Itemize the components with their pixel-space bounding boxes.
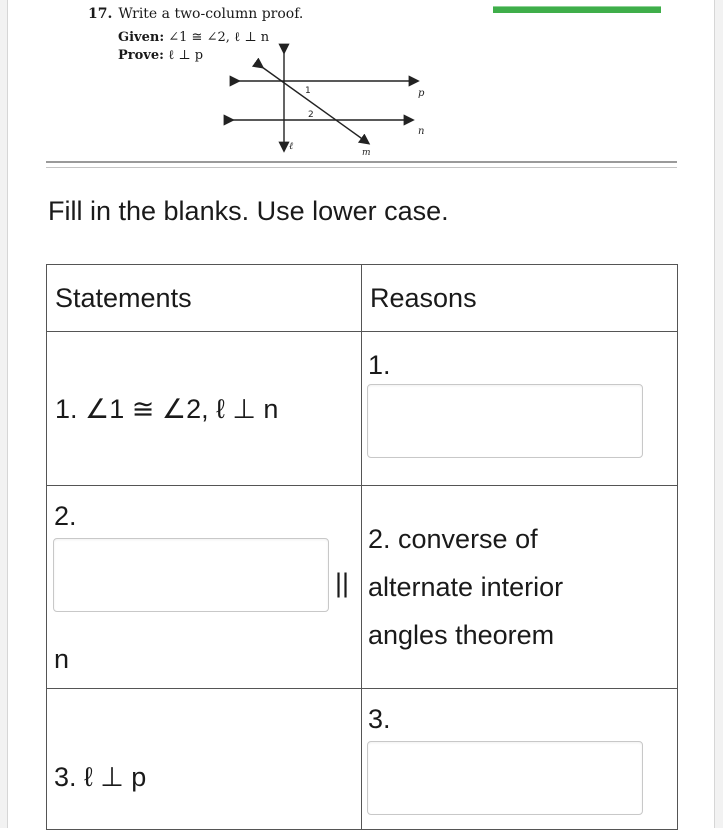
problem-instruction: Write a two-column proof. xyxy=(118,6,304,22)
reason-cell-2 xyxy=(362,486,678,689)
angle-2-label: 2 xyxy=(308,110,314,120)
reason-3-number: 3. xyxy=(368,704,391,734)
line-p-label: p xyxy=(418,88,425,99)
table-row xyxy=(47,486,678,689)
statement-cell-1 xyxy=(47,332,362,486)
prove-label: Prove: xyxy=(118,48,164,63)
reasons-header: Reasons xyxy=(370,283,477,313)
statement-cell-3 xyxy=(47,689,362,830)
statements-header-cell xyxy=(47,265,362,332)
reason-1-input[interactable] xyxy=(367,384,643,458)
statement-2-input[interactable] xyxy=(53,538,329,612)
reasons-header-cell xyxy=(362,265,678,332)
table-row xyxy=(47,332,678,486)
reason-2-line-1: 2. converse of xyxy=(368,524,538,554)
line-m-label: m xyxy=(362,148,371,158)
statement-1-text: 1. ∠1 ≅ ∠2, ℓ ⊥ n xyxy=(55,394,279,424)
statement-3-text: 3. ℓ ⊥ p xyxy=(54,762,147,792)
proof-table xyxy=(46,264,678,830)
instructions-text: Fill in the blanks. Use lower case. xyxy=(48,196,449,226)
given-label: Given: xyxy=(118,30,165,45)
statement-2-number: 2. xyxy=(54,501,77,531)
reason-1-number: 1. xyxy=(368,350,391,380)
table-header-row xyxy=(47,265,678,332)
line-l-label: ℓ xyxy=(289,141,294,152)
table-row xyxy=(47,689,678,830)
prove-text: ℓ ⊥ p xyxy=(168,48,204,63)
reason-2-line-2: alternate interior xyxy=(368,572,564,602)
problem-number: 17. xyxy=(88,6,113,22)
line-m xyxy=(262,67,368,143)
angle-1-label: 1 xyxy=(305,86,311,96)
geometry-diagram xyxy=(0,0,723,170)
reason-cell-3 xyxy=(362,689,678,830)
reason-2-line-3: angles theorem xyxy=(368,620,555,650)
reason-3-input[interactable] xyxy=(367,741,643,815)
line-n-label: n xyxy=(418,126,425,137)
reason-cell-1 xyxy=(362,332,678,486)
statement-2-suffix: n xyxy=(54,644,70,674)
statements-header: Statements xyxy=(55,283,192,313)
section-divider xyxy=(46,161,677,168)
parallel-symbol: || xyxy=(335,568,350,598)
statement-cell-2 xyxy=(47,486,362,689)
given-text: ∠1 ≅ ∠2, ℓ ⊥ n xyxy=(168,30,270,45)
